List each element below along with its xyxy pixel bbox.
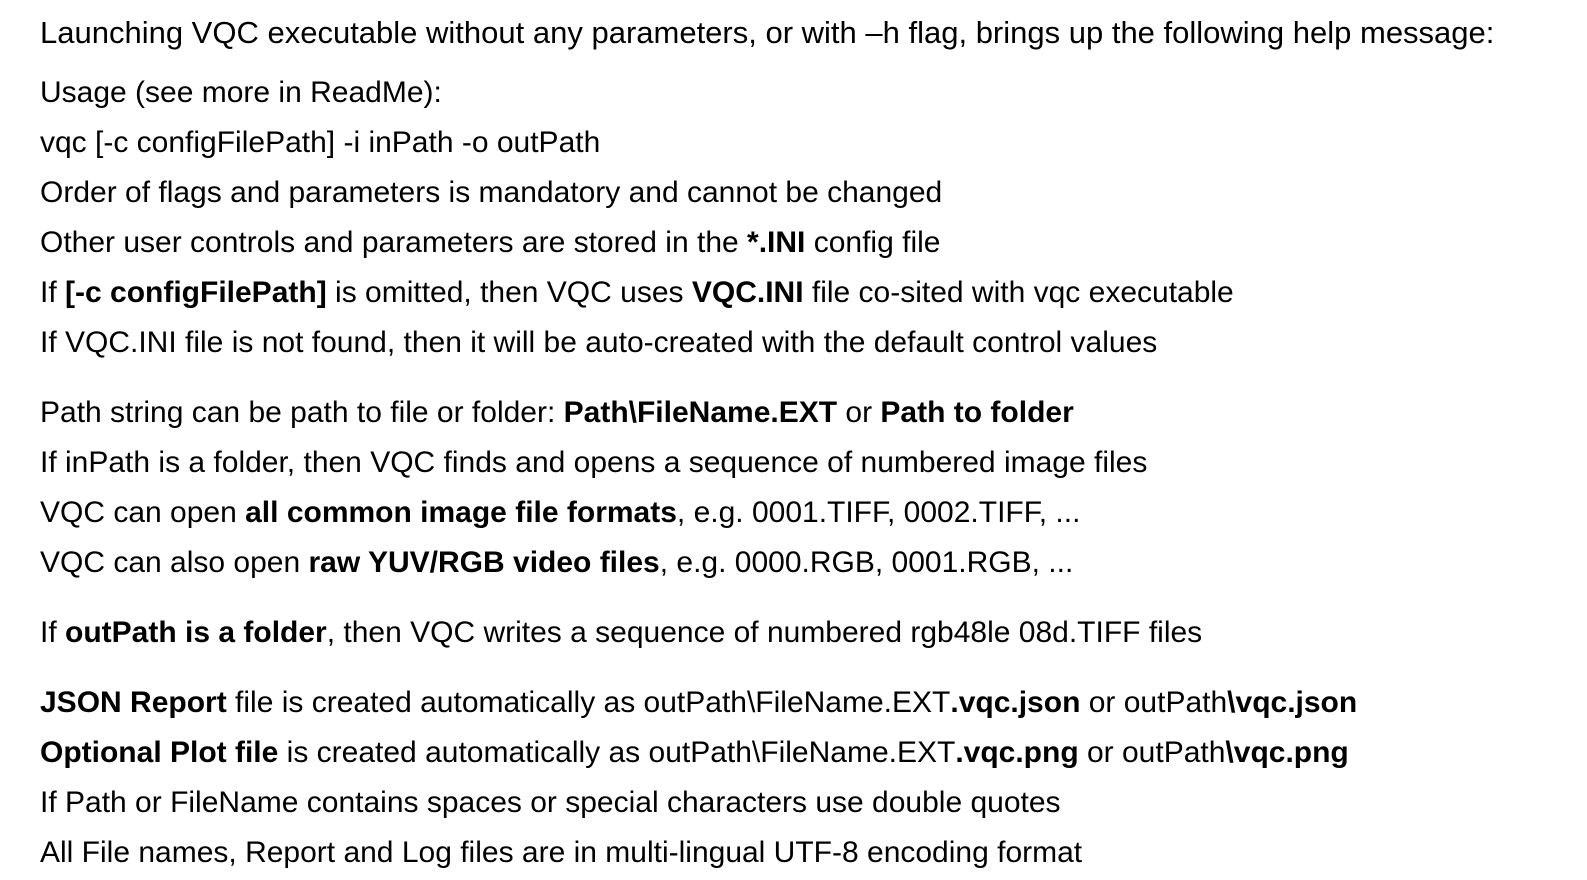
text-line (40, 68, 1567, 118)
text-segment: or outPath (1080, 686, 1228, 719)
text-segment-bold: all common image file formats (245, 496, 677, 529)
text-segment-bold: Optional Plot file (40, 736, 279, 769)
paragraph (40, 388, 1567, 588)
text-segment: If (40, 276, 66, 309)
text-line (40, 118, 1567, 168)
heading-line (40, 8, 1567, 58)
text-segment: config file (805, 226, 941, 259)
text-segment-bold: *.INI (747, 226, 806, 259)
text-segment: vqc [-c configFilePath] -i inPath -o outPath (40, 126, 601, 159)
text-segment: file co-sited with vqc executable (803, 276, 1234, 309)
text-segment: , then VQC writes a sequence of numbered rgb48le 08d.TIFF files (326, 616, 1203, 649)
text-segment-bold: JSON Report (40, 686, 227, 719)
text-segment-bold: Path\FileName.EXT (563, 396, 838, 429)
text-segment: is omitted, then VQC uses (326, 276, 692, 309)
text-line (40, 168, 1567, 218)
text-segment-bold: .vqc.png (955, 736, 1079, 769)
text-segment: VQC can also open (40, 546, 309, 579)
text-segment: If inPath is a folder, then VQC finds and opens a sequence of numbered image files (40, 446, 1148, 479)
text-segment: Path string can be path to file or folder: (40, 396, 564, 429)
text-line (40, 488, 1567, 538)
paragraph (40, 68, 1567, 368)
help-paragraphs (40, 68, 1567, 878)
text-segment-bold: Path to folder (880, 396, 1074, 429)
text-line (40, 678, 1567, 728)
text-segment: , e.g. 0000.RGB, 0001.RGB, ... (659, 546, 1074, 579)
text-segment: file is created automatically as outPath\FileName.EXT (226, 686, 951, 719)
text-line (40, 318, 1567, 368)
paragraph (40, 678, 1567, 878)
text-segment: If VQC.INI file is not found, then it will be auto-created with the default control values (40, 326, 1158, 359)
text-line (40, 218, 1567, 268)
text-line (40, 608, 1567, 658)
text-segment: or outPath (1078, 736, 1226, 769)
text-segment: Order of flags and parameters is mandatory and cannot be changed (40, 176, 943, 209)
text-segment-bold: .vqc.json (950, 686, 1081, 719)
text-segment: Other user controls and parameters are stored in the (40, 226, 748, 259)
text-segment: or (837, 396, 881, 429)
text-segment: If Path or FileName contains spaces or special characters use double quotes (40, 786, 1061, 819)
text-line (40, 728, 1567, 778)
text-segment: All File names, Report and Log files are in multi-lingual UTF-8 encoding format (40, 836, 1083, 869)
text-line (40, 268, 1567, 318)
text-segment: Usage (see more in ReadMe): (40, 76, 442, 109)
text-segment-bold: VQC.INI (691, 276, 804, 309)
text-line (40, 828, 1567, 878)
text-segment-bold: [-c configFilePath] (65, 276, 327, 309)
text-segment-bold: outPath is a folder (65, 616, 327, 649)
text-line (40, 438, 1567, 488)
text-segment-bold: \vqc.png (1225, 736, 1349, 769)
text-segment: VQC can open (40, 496, 246, 529)
text-line (40, 388, 1567, 438)
text-segment-bold: raw YUV/RGB video files (308, 546, 660, 579)
text-segment: If (40, 616, 66, 649)
text-segment: , e.g. 0001.TIFF, 0002.TIFF, ... (676, 496, 1081, 529)
text-segment-bold: \vqc.json (1227, 686, 1358, 719)
text-segment: is created automatically as outPath\FileName.EXT (278, 736, 956, 769)
text-line (40, 778, 1567, 828)
text-segment: Launching VQC executable without any parameters, or with –h flag, brings up the following help message: (40, 15, 1495, 50)
text-line (40, 538, 1567, 588)
paragraph (40, 608, 1567, 658)
